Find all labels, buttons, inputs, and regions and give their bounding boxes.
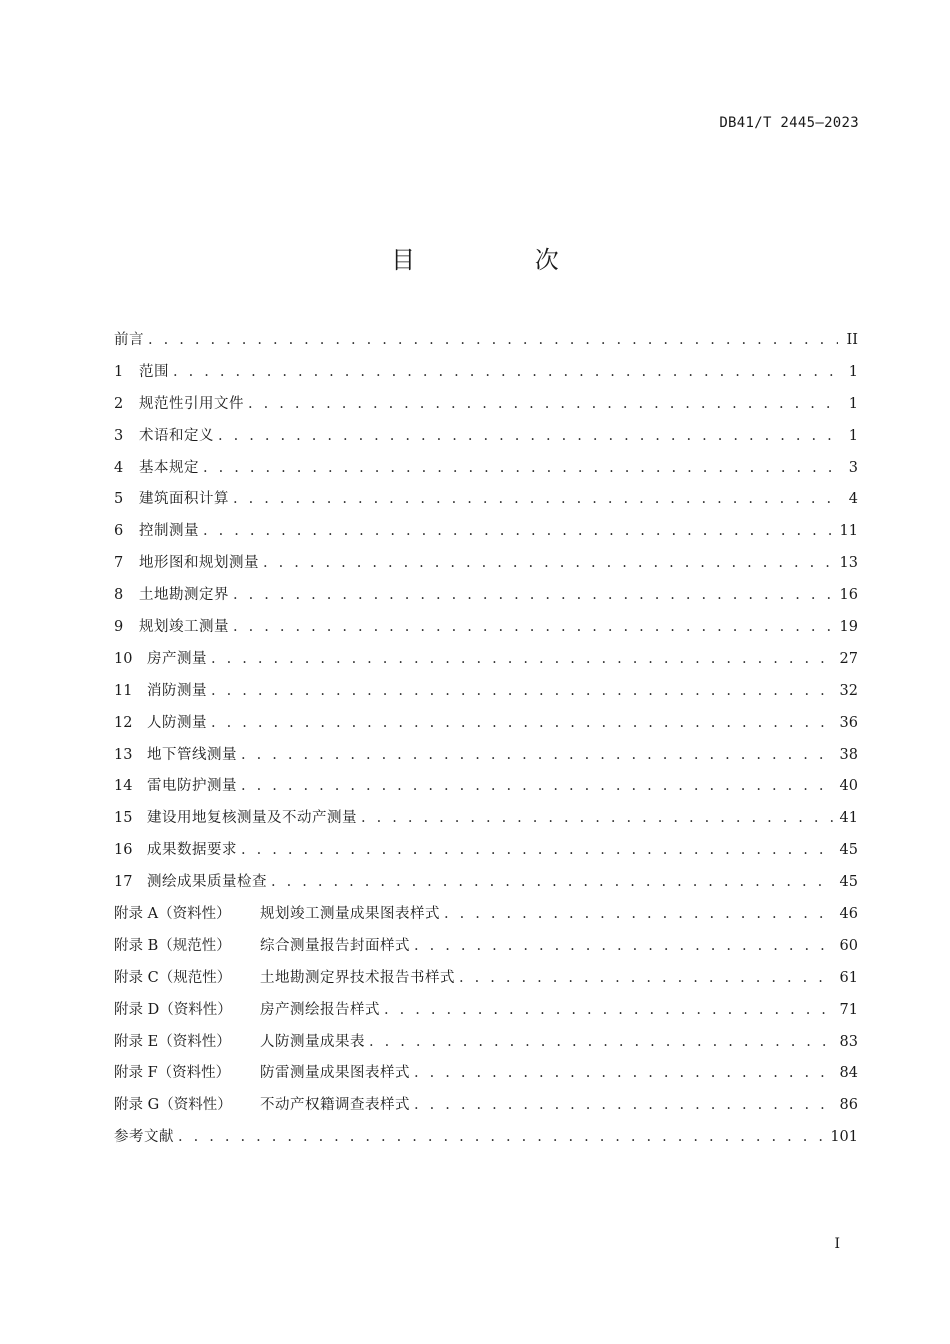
toc-entry-page: 1: [848, 427, 858, 444]
document-code: DB41/T 2445—2023: [719, 115, 859, 131]
toc-entry-label: 地下管线测量: [147, 746, 237, 763]
toc-entry-number: 附录 A（资料性）: [114, 906, 231, 923]
toc-dot-leader: [263, 548, 834, 580]
toc-entry-page: 40: [839, 778, 858, 795]
toc-dot-leader: [384, 995, 834, 1027]
toc-entry-number: 5: [114, 491, 124, 508]
toc-entry-label: 基本规定: [139, 459, 199, 476]
toc-entry-label: 成果数据要求: [147, 842, 237, 859]
toc-dot-leader: [203, 516, 834, 548]
toc-entry-page: 83: [839, 1033, 858, 1050]
toc-entry-page: 36: [839, 714, 858, 731]
toc-entry-number: 4: [114, 459, 124, 476]
toc-entry[interactable]: [114, 835, 858, 867]
toc-dot-leader: [361, 803, 834, 835]
toc-dot-leader: [444, 899, 834, 931]
table-of-contents: [114, 325, 858, 1154]
toc-entry-label: 人防测量: [147, 714, 207, 731]
toc-entry[interactable]: [114, 644, 858, 676]
toc-entry-label: 防雷测量成果图表样式: [260, 1065, 410, 1082]
page-title: 目 次: [391, 246, 615, 274]
toc-entry-page: 45: [839, 842, 858, 859]
toc-entry-page: 1: [848, 395, 858, 412]
toc-entry-label: 前言: [114, 332, 144, 348]
toc-dot-leader: [203, 453, 838, 485]
toc-entry-label: 人防测量成果表: [260, 1033, 365, 1050]
toc-entry-page: 27: [839, 650, 858, 667]
toc-entry-label: 综合测量报告封面样式: [260, 937, 410, 954]
toc-entry-label: 消防测量: [147, 682, 207, 699]
toc-entry[interactable]: [114, 931, 858, 963]
toc-dot-leader: [414, 931, 834, 963]
toc-entry-page: 60: [839, 937, 858, 954]
toc-entry-label: 测绘成果质量检查: [147, 874, 267, 891]
toc-entry-page: 4: [848, 491, 858, 508]
toc-entry[interactable]: [114, 1090, 858, 1122]
toc-entry[interactable]: [114, 803, 858, 835]
toc-dot-leader: [211, 708, 834, 740]
toc-entry-number: 14: [114, 778, 133, 795]
toc-entry-label: 雷电防护测量: [147, 778, 237, 795]
toc-dot-leader: [248, 389, 838, 421]
toc-dot-leader: [241, 835, 834, 867]
toc-entry-page: 41: [839, 810, 858, 827]
toc-entry-number: 2: [114, 395, 124, 412]
toc-dot-leader: [241, 771, 834, 803]
toc-dot-leader: [369, 1027, 834, 1059]
toc-entry-number: 3: [114, 427, 124, 444]
toc-entry-number: 11: [114, 682, 133, 699]
toc-entry-number: 附录 C（规范性）: [114, 969, 232, 986]
toc-entry-label: 规划竣工测量成果图表样式: [260, 906, 440, 923]
toc-dot-leader: [173, 357, 838, 389]
toc-entry-label: 术语和定义: [139, 427, 214, 444]
toc-entry-number: 17: [114, 874, 133, 891]
toc-entry[interactable]: [114, 867, 858, 899]
toc-entry-number: 15: [114, 810, 133, 827]
toc-entry-label: 房产测量: [147, 650, 207, 667]
toc-entry[interactable]: [114, 612, 858, 644]
toc-entry-label: 参考文献: [114, 1129, 174, 1146]
toc-entry-number: 附录 E（资料性）: [114, 1033, 231, 1050]
toc-dot-leader: [414, 1058, 834, 1090]
toc-entry[interactable]: [114, 389, 858, 421]
toc-entry-number: 附录 F（资料性）: [114, 1065, 231, 1082]
toc-dot-leader: [233, 580, 834, 612]
toc-entry-number: 6: [114, 523, 124, 540]
toc-dot-leader: [211, 644, 834, 676]
toc-entry-page: 16: [839, 587, 858, 604]
toc-entry[interactable]: [114, 771, 858, 803]
toc-entry[interactable]: [114, 357, 858, 389]
toc-entry-page: 3: [848, 459, 858, 476]
toc-entry-page: 101: [830, 1129, 858, 1146]
toc-entry-page: II: [846, 332, 858, 348]
toc-entry[interactable]: [114, 995, 858, 1027]
toc-entry-number: 附录 G（资料性）: [114, 1097, 232, 1114]
toc-entry[interactable]: [114, 740, 858, 772]
toc-entry-page: 45: [839, 874, 858, 891]
toc-entry-page: 32: [839, 682, 858, 699]
toc-entry-page: 86: [839, 1097, 858, 1114]
toc-dot-leader: [148, 325, 838, 357]
toc-entry-page: 19: [839, 619, 858, 636]
toc-entry-number: 8: [114, 587, 124, 604]
toc-dot-leader: [178, 1122, 824, 1154]
toc-entry[interactable]: [114, 708, 858, 740]
toc-dot-leader: [211, 676, 834, 708]
toc-entry-number: 1: [114, 363, 124, 380]
toc-entry-label: 控制测量: [139, 523, 199, 540]
toc-entry[interactable]: [114, 325, 858, 357]
toc-dot-leader: [414, 1090, 834, 1122]
toc-entry-number: 9: [114, 619, 124, 636]
toc-entry-label: 土地勘测定界技术报告书样式: [260, 969, 455, 986]
toc-entry-page: 84: [839, 1065, 858, 1082]
toc-entry-page: 13: [839, 555, 858, 572]
toc-entry-page: 1: [848, 363, 858, 380]
toc-entry-page: 11: [839, 523, 858, 540]
toc-entry-label: 规范性引用文件: [139, 395, 244, 412]
toc-entry-label: 地形图和规划测量: [139, 555, 259, 572]
toc-entry-label: 建筑面积计算: [139, 491, 229, 508]
toc-entry-label: 土地勘测定界: [139, 587, 229, 604]
toc-dot-leader: [241, 740, 834, 772]
toc-entry-number: 12: [114, 714, 133, 731]
toc-entry-number: 13: [114, 746, 133, 763]
toc-entry-label: 房产测绘报告样式: [260, 1001, 380, 1018]
toc-entry[interactable]: [114, 899, 858, 931]
toc-entry-label: 不动产权籍调查表样式: [260, 1097, 410, 1114]
toc-entry-page: 38: [839, 746, 858, 763]
toc-entry[interactable]: [114, 963, 858, 995]
toc-entry-page: 71: [839, 1001, 858, 1018]
toc-dot-leader: [218, 421, 838, 453]
toc-entry[interactable]: [114, 1027, 858, 1059]
toc-entry-number: 7: [114, 555, 124, 572]
toc-entry-label: 规划竣工测量: [139, 619, 229, 636]
toc-entry-page: 46: [839, 906, 858, 923]
page-number: I: [834, 1236, 840, 1252]
toc-entry-number: 附录 B（规范性）: [114, 937, 231, 954]
toc-entry[interactable]: [114, 676, 858, 708]
toc-entry-number: 附录 D（资料性）: [114, 1001, 232, 1018]
toc-dot-leader: [233, 612, 834, 644]
toc-dot-leader: [271, 867, 834, 899]
toc-entry[interactable]: [114, 421, 858, 453]
toc-entry[interactable]: [114, 516, 858, 548]
toc-entry-page: 61: [839, 969, 858, 986]
toc-entry[interactable]: [114, 580, 858, 612]
toc-entry[interactable]: [114, 548, 858, 580]
toc-entry[interactable]: [114, 1058, 858, 1090]
toc-dot-leader: [459, 963, 834, 995]
toc-entry[interactable]: [114, 453, 858, 485]
toc-entry-label: 建设用地复核测量及不动产测量: [147, 810, 357, 827]
toc-dot-leader: [233, 484, 838, 516]
toc-entry[interactable]: [114, 1122, 858, 1154]
toc-entry[interactable]: [114, 484, 858, 516]
toc-entry-number: 10: [114, 650, 133, 667]
toc-entry-label: 范围: [139, 363, 169, 380]
toc-entry-number: 16: [114, 842, 133, 859]
